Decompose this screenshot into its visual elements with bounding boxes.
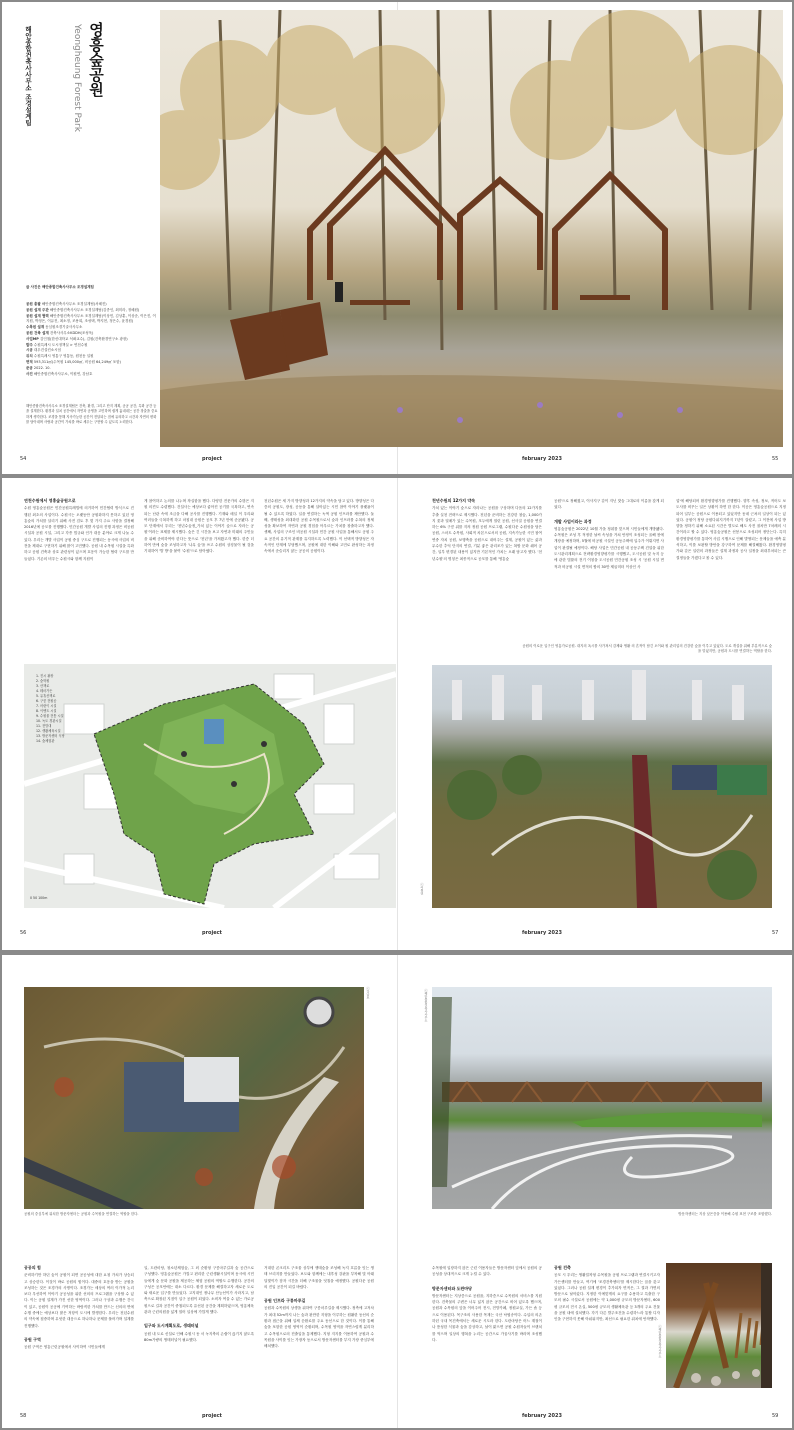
page-number-right: 57 [772,930,779,936]
text-column [264,1265,374,1350]
section-heading: 천년수원의 12가지 약속 [432,498,476,503]
body-paragraph: 수목원에 입장하지 않은 근린 이용자들은 방문자센터 앞에서 공원의 공공성을 상대적으로 크게 누릴 수 있다. [432,1266,542,1277]
page-number-left: 54 [20,456,27,462]
spread-pages-56-57 [2,478,792,950]
section-heading: 공원 인프라 구릉마루길 [264,1298,306,1304]
section-heading: 방문자센터와 도란마당 [432,1285,473,1291]
paragraph-gap [264,1290,374,1298]
map-legend-item: 6. 구릉 전원공 [36,699,57,703]
credit-value: 동심원조경기술사사무소 [45,325,83,330]
running-section: project [202,456,222,462]
page-number-right: 55 [772,456,779,462]
aerial-photo-park-entrance [432,665,772,908]
running-issue: february 2023 [522,930,562,936]
credit-value: 건축사사무소KDDH(조성욱) [49,330,94,335]
paragraph-gap [554,511,664,519]
photo-caption: 공원의 이로운 입구인 영흥가로공원. 대지의 옥시를 사가져서 감제와 생활 의 흔적이 담긴 오이와 원 관리업의 건강한 숲을 이루고 있었다. 도로 개설을 위해 부분적으로 숲을 밑었지만, 공원과 도시를 연결하는 역할을 한다. [522,644,772,653]
credit-label: 공원 총괄 [26,302,41,306]
running-issue: february 2023 [522,456,562,462]
gutter [397,955,398,1428]
page-number-left: 56 [20,930,27,936]
map-legend-item: 2. 숲학원 [36,679,50,683]
body-paragraph: 준비하기만 하던 숲이 공원이 되면 공공성에 대한 요청 가치가 상승되고 상승한다. 이것이 바로 공원의 힘이다. 대중의 호응을 받는 공원을 조성하는 것은 조경가의 사명이다. 조경가는 세상의 여러 이가적 논리보다 우선하여 이야기 공공성을 위한 선의의 프로그램을 구상할 수 있다. 이는 공원 설계가 가진 선한 영역이다. 그러나 구상과 수행은 간극이 있고, 공원이 공공에 기여하는 바람직한 가치를 만드는 신의의 면에 수행 중에는 예상보다 많은 저항이 도시에 발생한다. 우리는 천년수원의 약속에 집중하며 무엇한 대응으로 하나하나 문제를 풀어가며 설계를 진행했다. [24,1273,134,1328]
section-heading: 입구와 도시계획도로, 생태터널 [144,1323,199,1329]
designer-bio: 해안종합건축사사무소 조경설계팀은 건축, 환경, 그리고 단지 계획, 공공 공간, 특화 공간 등을 설계한다. 환경과 일치 공간에서 자연과 공생을 고민하며 쉽게 흉내내는 공간 창출을 중요하게 생각한다. 조경을 통해 지속가능한 공간이 전달되는 점에 유의하고 시간과 자연의 변화를 담아내며 사람과 공간이 가치를 바로 세우는 구현할 수 있도록 노력한다. [26,404,158,425]
map-legend-item: 10. 녹도 경관시설 [36,719,62,723]
text-column [144,498,254,555]
site-plan-drawing [24,664,396,908]
body-paragraph: 업'에 해당되어 환경영향평가를 진행했다. 향후 속성, 정보, 적어도 보도사를 비꾸는 일은 상황이 하면 한 한다. 이공은 영흥숲공원으로 지정되어 일부는 공원으로 이용되고 있었지만 동네 근처의 일상이 되는 있었다. 공원이 정당 공원다워지기까지 7년이 걸렸고, 그 이전에 사업 방향을 정하기 위해 소요된 시간은 별도로 해도 사전 절차만 7차례의 시간이라고 할 수 있다. 영흥숲공원은 선봉으로 조성되어 정단는다. 특히 환경영향평가를 통하여 사업 시행으로 인해 발생되는 문제들을 예측 분석하고, 이를 보완할 방안을 강구하여 문제를 해결해왔다. 환경영향평가와 같은 일련의 과정들은 설계 과정과 공사 일정을 최대부차되는 큰 결정들을 가졌다고 볼 수 있다. [676,499,786,560]
body-paragraph: 공원과 수목원의 상생을 위하여 구릉마루길을 제시했다. 정측에 고저차가 최대 52m까지 나는 숲과 완만한 지형을 이루하는 원활한 동선의 순환과 접근을 위해 입체 순환로를 주요 동선으로 한 것이다. 이를 통해 숲을 포함한 공원 영역이 순환되며, 수목원 영역을 자연스럽게 분리하고 수목원으로의 진출입을 통제했다. 지형 지지를 이용하여 공원과 수목원을 사이를 잇는 가장자 동으로서 방문자센터를 부지 가장 중심부에 배치했다. [264,1306,374,1349]
credit-label: 위치 [26,354,33,359]
body-paragraph: 공원'으로 정해졌고, 이사지구 같이 지닌 맛습 그대로의 이름을 갖게 되었다. [554,499,664,510]
body-paragraph: 거대한 콘크리트 구조물 상부에 생태숲을 조성해 녹지 흐름을 잇는 생태 브리지를 만들었다. 보도와 함께에는 내후성 강판을 부착해 빛 아래 달빛이가 잠자 시간을 더해 구조물을 덧칠을 예정했다. 공원다운 공원의 진입 공간이 되길 바랐다. [264,1266,374,1289]
body-paragraph: 천년수원은 세 가지 방향성과 12가지의 약속을 담고 있다. 방향성은 다층의 공원도, 장성, 공동을 통해 살아있는 시민 참여 이야기 플랫폼이 될 수 있도록 하였다. 일을 연결하는 녹색 공원 인프라를 제안했다. 둘째, 생태성을 최대화한 공원 수목원으로서 숲과 인프라를 수복의 정체성을 확보하여 자연과 공원 경험을 아우르는 가치를 창출하고자 했다. 셋째, 사업의 구조인 비공원 시설과 민간 공원 사업을 통해서도 공원 주요 공간의 유기적 관계를 유지하도록 노력했다. 이 선택적 방향성은 자속적인 단계에 부담했으며, 공원에 대한 이해와 고민로 완성하는 과정 속에서 준슬리지 않는 공공의 공원이다. [264,499,374,554]
text-column [432,498,542,562]
photo-timber-colonnade [666,1263,772,1388]
article-author: 해안종합건축사사무소 조경설계팀 [24,26,32,126]
spread-pages-54-55 [2,2,792,474]
article-title-english: Yeongheung Forest Park [72,24,82,132]
map-legend-item: 9. 수원물 전통 시설 [36,714,64,718]
aerial-photo-illustration [432,665,772,908]
credit-label: 준공 [26,365,33,370]
map-legend [36,674,65,744]
section-heading: 개발 사업이라는 과정 [554,518,592,524]
body-paragraph: 수원 영흥숲공원은 민간공원특례법에 의거하여 민간협력 방식으로 진행된 최초의 사업이다. 수원시는 오랫동안 공원화하지 못하고 있던 영흥숲의 가치를 살리기 위해 사전 검토 후 몇 가지 주요 사항을 결정해 2016년에 공모를 진행했다. 민간공원 개발 사업의 진행 과정은 비공원 시설과 공원 시설, 그리고 각종 법규와 인가 대응 분야로 크게 나눌 수 있다. 우리는 개발 사업이 공원 중심 구도로 진행되는 동시에 사업의 비전을 제대로 구현하기 위해 많이 고민했다. 공원 내 수목원 시설을 특화하고 공원 건축과 상호 관련성이 있으며 호응이 가능한 협력 구도를 만들었다. 기존의 비우는 수원시와 함께 지원이 [24,506,134,561]
section-heading: 연천수원에서 영흥숲공원으로 [24,498,76,503]
article-title: 영흥숲공원 [87,22,105,97]
running-section: project [202,930,222,936]
map-legend-item: 1. 진시 광장 [36,674,54,678]
park-photo-illustration [160,10,783,447]
photo-caption: 방문자센터는 지상 낮은층을 이용해 수원 표현 구조를 조합했다. [678,1212,772,1216]
credit-label: 면적 [26,359,33,364]
credit-label: 공원 설계 협력 [26,313,49,318]
body-paragraph: 게 참여하고 논의를 나누며 착실함을 했다. 다양한 전문가의 수많은 지원 의견도 수렴했다. 건설사는 예상보다 좋아진 공기를 국복하고, 연속되는 난관 속에 조금을 다해 공사를 진행했다. 기재와 매일 이 우리와 여러들을 극복하게 하고 마침내 공원은 공모 후 7년 만에 준공됐다. 공모 단계에서 우리는 '천년수숲정_가치 있는 이야기 숲으로 자라는 공원'이라는 표제를 제시했다. 숲은 긴 시간을 보고 자연과 미래의 주민들을 위해 준비하여야 한다는 뜻으로 '천년'을 가져왔고자 했다. 한층 더 하여 만에 숲을 조성하고자 '나무 숲'을 쓰고 수원의 상징물이 될 것을 기대하여 '발 방'을 붙여 '수원'으로 담아냈다. [144,499,254,554]
map-legend-item: 3. 산책로 [36,684,50,688]
paragraph-gap [432,1278,542,1286]
credit-label: 사업MP [26,336,39,341]
section-heading: 공원 건축 [554,1265,571,1270]
map-legend-item: 7. 어린이 시설 [36,704,57,708]
credit-label: 공원 건축 설계 [26,330,49,335]
credit-value: 해안종합건축사사무소 조경설계팀(이상민, 김상훈, 이상준, 이은진, 이지원, 박정은, 이유진, 최소정, 조용희, 조성택, 박지현, 정은수, 윤경원) [26,313,156,324]
text-column [432,1265,542,1343]
credit-value: 593,311㎡(수목원 145,000㎡, 비공원 64,249㎡ 포함) [33,359,121,364]
credit-label: 수목원 설계 [26,325,45,330]
map-legend-item: 4. 테마가든 [36,689,53,693]
photo-illustration [432,987,772,1209]
credit-label: 공원 설계 주관 [26,307,49,312]
credit-value: 수원특례시 도시정책실 > 연천수원 [33,342,88,347]
map-legend-item: 8. 이벤트 시설 [36,709,57,713]
body-paragraph: 공모 시 우리는 생활밀착형 수목원을 공원 프로그램과 연결시키고자 가든센터를 만들고, 여기에 '조경건축센터'를 제시한다는 꿈을 갖고 있었다. 그러나 공원 설계 변경이 추가되자 면적은, 그 결과 가면의 방문으로 날아갔다. 지정한 이에맞게의 요구를 수용하고 특출한 구모의 필수 시설로서 공원에는 약 1,000평 규모의 방문자센터, 600평 규모의 전시 온실, 500평 규모의 생활체육관 등 3개의 주요 건물을 공원 내에 설치했다. 각기 다른 발주조건을 수렴하느라 통합 디자인을 구현하지 못해 아쉬워지만, 최선으로 필요한 위치에 안착했다. [554,1273,660,1322]
spread-pages-58-59 [2,955,792,1428]
body-paragraph: 영흥숲공원은 2022년 10월 가을 정취를 맞으며 시민들에게 개방됐다. 수목원은 조성 후 적정한 날씨 속성을 거쳐 안정이 조성되는 올해 봄에 개장을 예정하며, 5월에 비공원 시설인 공동주택에 입주가 이뤄지면 사업이 완결될 예정이다. 해당 사업은 민간공원 내 공동주택 건설을 위한 도시관리계획으로 전략환경영향평가를 시행했고, 도시공원 및 녹지 등에 관한 법률의 전기 이칭을 도시공원 민간공원 조성 시 '공원 시설 면적과 비공원 시설 면적의 합의 30만 제곱미터 이상인 사 [554,526,664,569]
map-legend-item: 5. 유휴산책로 [36,694,56,698]
photo-illustration [666,1263,772,1388]
paragraph-gap [24,1329,134,1337]
page-number-left: 58 [20,1413,27,1419]
map-legend-item: 11. 전망대 [36,724,52,728]
writer-text: 글 사진은 해안종합건축사사무소 조경설계팀 [26,285,94,289]
credit-line [26,314,158,326]
photo-visitor-center-exterior [432,987,772,1209]
body-paragraph: 공원 내 도로 신설로 인해 수원시 동 서 녹지축의 손쉽이 끊기지 않도록 80m가량의 생태터널이 필요했다. [144,1331,254,1342]
photo-caption: 공원의 중심부에 위치한 방문자센터는 공원과 수목원을 연결하는 역할을 한다. [24,1212,139,1216]
park-photo-wooden-pavilions [160,10,783,447]
credit-label: 사진 [26,371,33,376]
credit-label: 시공 [26,348,33,353]
section-heading: 공공의 힘 [24,1265,41,1270]
photo-credit: ⓒ해안종합건축사사무소 [424,989,428,1022]
writer-credit [26,285,156,291]
map-legend-item: 14. 숲체험관 [36,739,55,743]
text-column [264,498,374,555]
photo-credit: ⓒ이원연 [420,883,424,895]
site-plan-map [24,664,396,908]
text-column [554,498,664,570]
credit-value: 해안종합건축사사무소, 이원연, 강남호 [33,371,93,376]
text-column [144,1265,254,1343]
section-heading: 공원 구역 [24,1336,41,1342]
credit-value: 수원특례시 영통구 영통동, 원천동 일원 [33,354,94,359]
project-credits [26,302,158,377]
text-column [676,498,786,561]
body-paragraph: 방문자센터는 지상층으로 공원을, 지하층으로 수목원의 서비스를 지원한다. 건축물의 주변은 너무 넓지 않은 공간으로 비어 있도록 했으며, 공원과 수목원의 앞을 이어주어 전시, 전망카페, 정원교실, 가든 숍 등으로 이용된다. 목구조의 사용한 목재는 국산 낙엽송이다. 수입의 의존하던 국내 목건축에서는 새로운 시도라 한다. 도란마당은 어느 계절이나 풍성한 식물과 숲을 감상하고, 날이 맑으면 공원 수원자들이 브랜치를 먹으며 일상의 행복을 누리는 공간으로 가꿈사기를 바라며 조성했다. [432,1293,542,1342]
photo-credit: ⓒ해안종합건축사사무소 [658,1325,662,1358]
credit-value: 2022. 10. [33,365,51,370]
credit-value: 김인철(한신대학교 석좌교수), 김원(건축환경연구소 광장) [39,336,128,341]
map-scale: 0 50 100m [30,896,48,900]
page-number-right: 59 [772,1413,779,1419]
photo-credit: ⓒ강남호 [366,987,370,999]
aerial-photo-illustration [24,987,364,1209]
running-section: project [202,1413,222,1419]
body-paragraph: 공원 구역은 영흥근린공원에서 사이하여 시민들에게 [24,1345,105,1350]
credit-value: 대우건설컨소시엄 [33,348,61,353]
text-column [554,1265,660,1323]
credit-label: 발주 [26,342,33,347]
text-column [24,498,134,562]
map-legend-item: 12. 생활체육시설 [36,729,61,733]
body-paragraph: 가치 있는 이야기 숲으로 자라나는 공원을 구상하며 다음의 12가지를 추출 실천 전략으로 제시했다. 천년을 준비하는 건강한 참숲, 1,000가지 꽃과 열매가 있는 수목원, 모두에게 열린 공원, 선사질 공원을 연결하는 6% 구릉 위를 지켜 정원 공원 프로그램, 수원다운 수원성을 담은 공원, 스마트 수목원, 사회적 차본으로서의 공원, 지속가능한 시민 참여 연중 자치 공원, 보행축을 공원으로 내어주는 설계, 공원이 있는 삶과 무수한 추억 단지의 연결, 기분 좋은 관리조가 있는 복합 문화 쉐어 공간, 일부 변경된 내용이 있지만 기본적인 가치는 오래 담고자 했다. '천년수원'의 명칭은 최종적으로 공모를 통해 '영흥숲 [432,506,542,561]
map-legend-item: 13. 방문자센터 식당 [36,734,65,738]
credit-line [26,372,158,378]
aerial-photo-visitor-center [24,987,364,1209]
running-issue: february 2023 [522,1413,562,1419]
body-paragraph: 일, 도란마당, 청소년체험숲, 그 외 순환형 구릉마루길과 숲 공간으로 구성했다. 영흥숲공원은 가깝고 편리한 근린생활시설이며 동시에 시민들에게 숲 문화 공원을 제공하는 체험 공원의 역할도 수행한다. 공간의 구성은 공모안에는 대소 다르다. 환경 문제를 해결하고자 새로운 도로와 새로운 입구를 만들었다. 고지대인 정나무 산능선이가 사라지고, 남측으로 확장된 지점이 입구 공원이 되었다. 소비자 여울 수 있는 가로공원으로 길과 공간이 중첩되도록 유선된 공간을 계획하였으며, 영흥체육관과 근린의원을 넓게 열어 일상에 가깝게 했다. [144,1266,254,1315]
gutter [397,478,398,950]
credit-value: 해안종합건축사사무소 조경설계팀(김종인, 최미라, 정혜원) [49,307,140,312]
text-column [24,1265,134,1351]
credit-value: 해안종합건축사사무소 조경설계팀(서혜진) [41,302,107,306]
